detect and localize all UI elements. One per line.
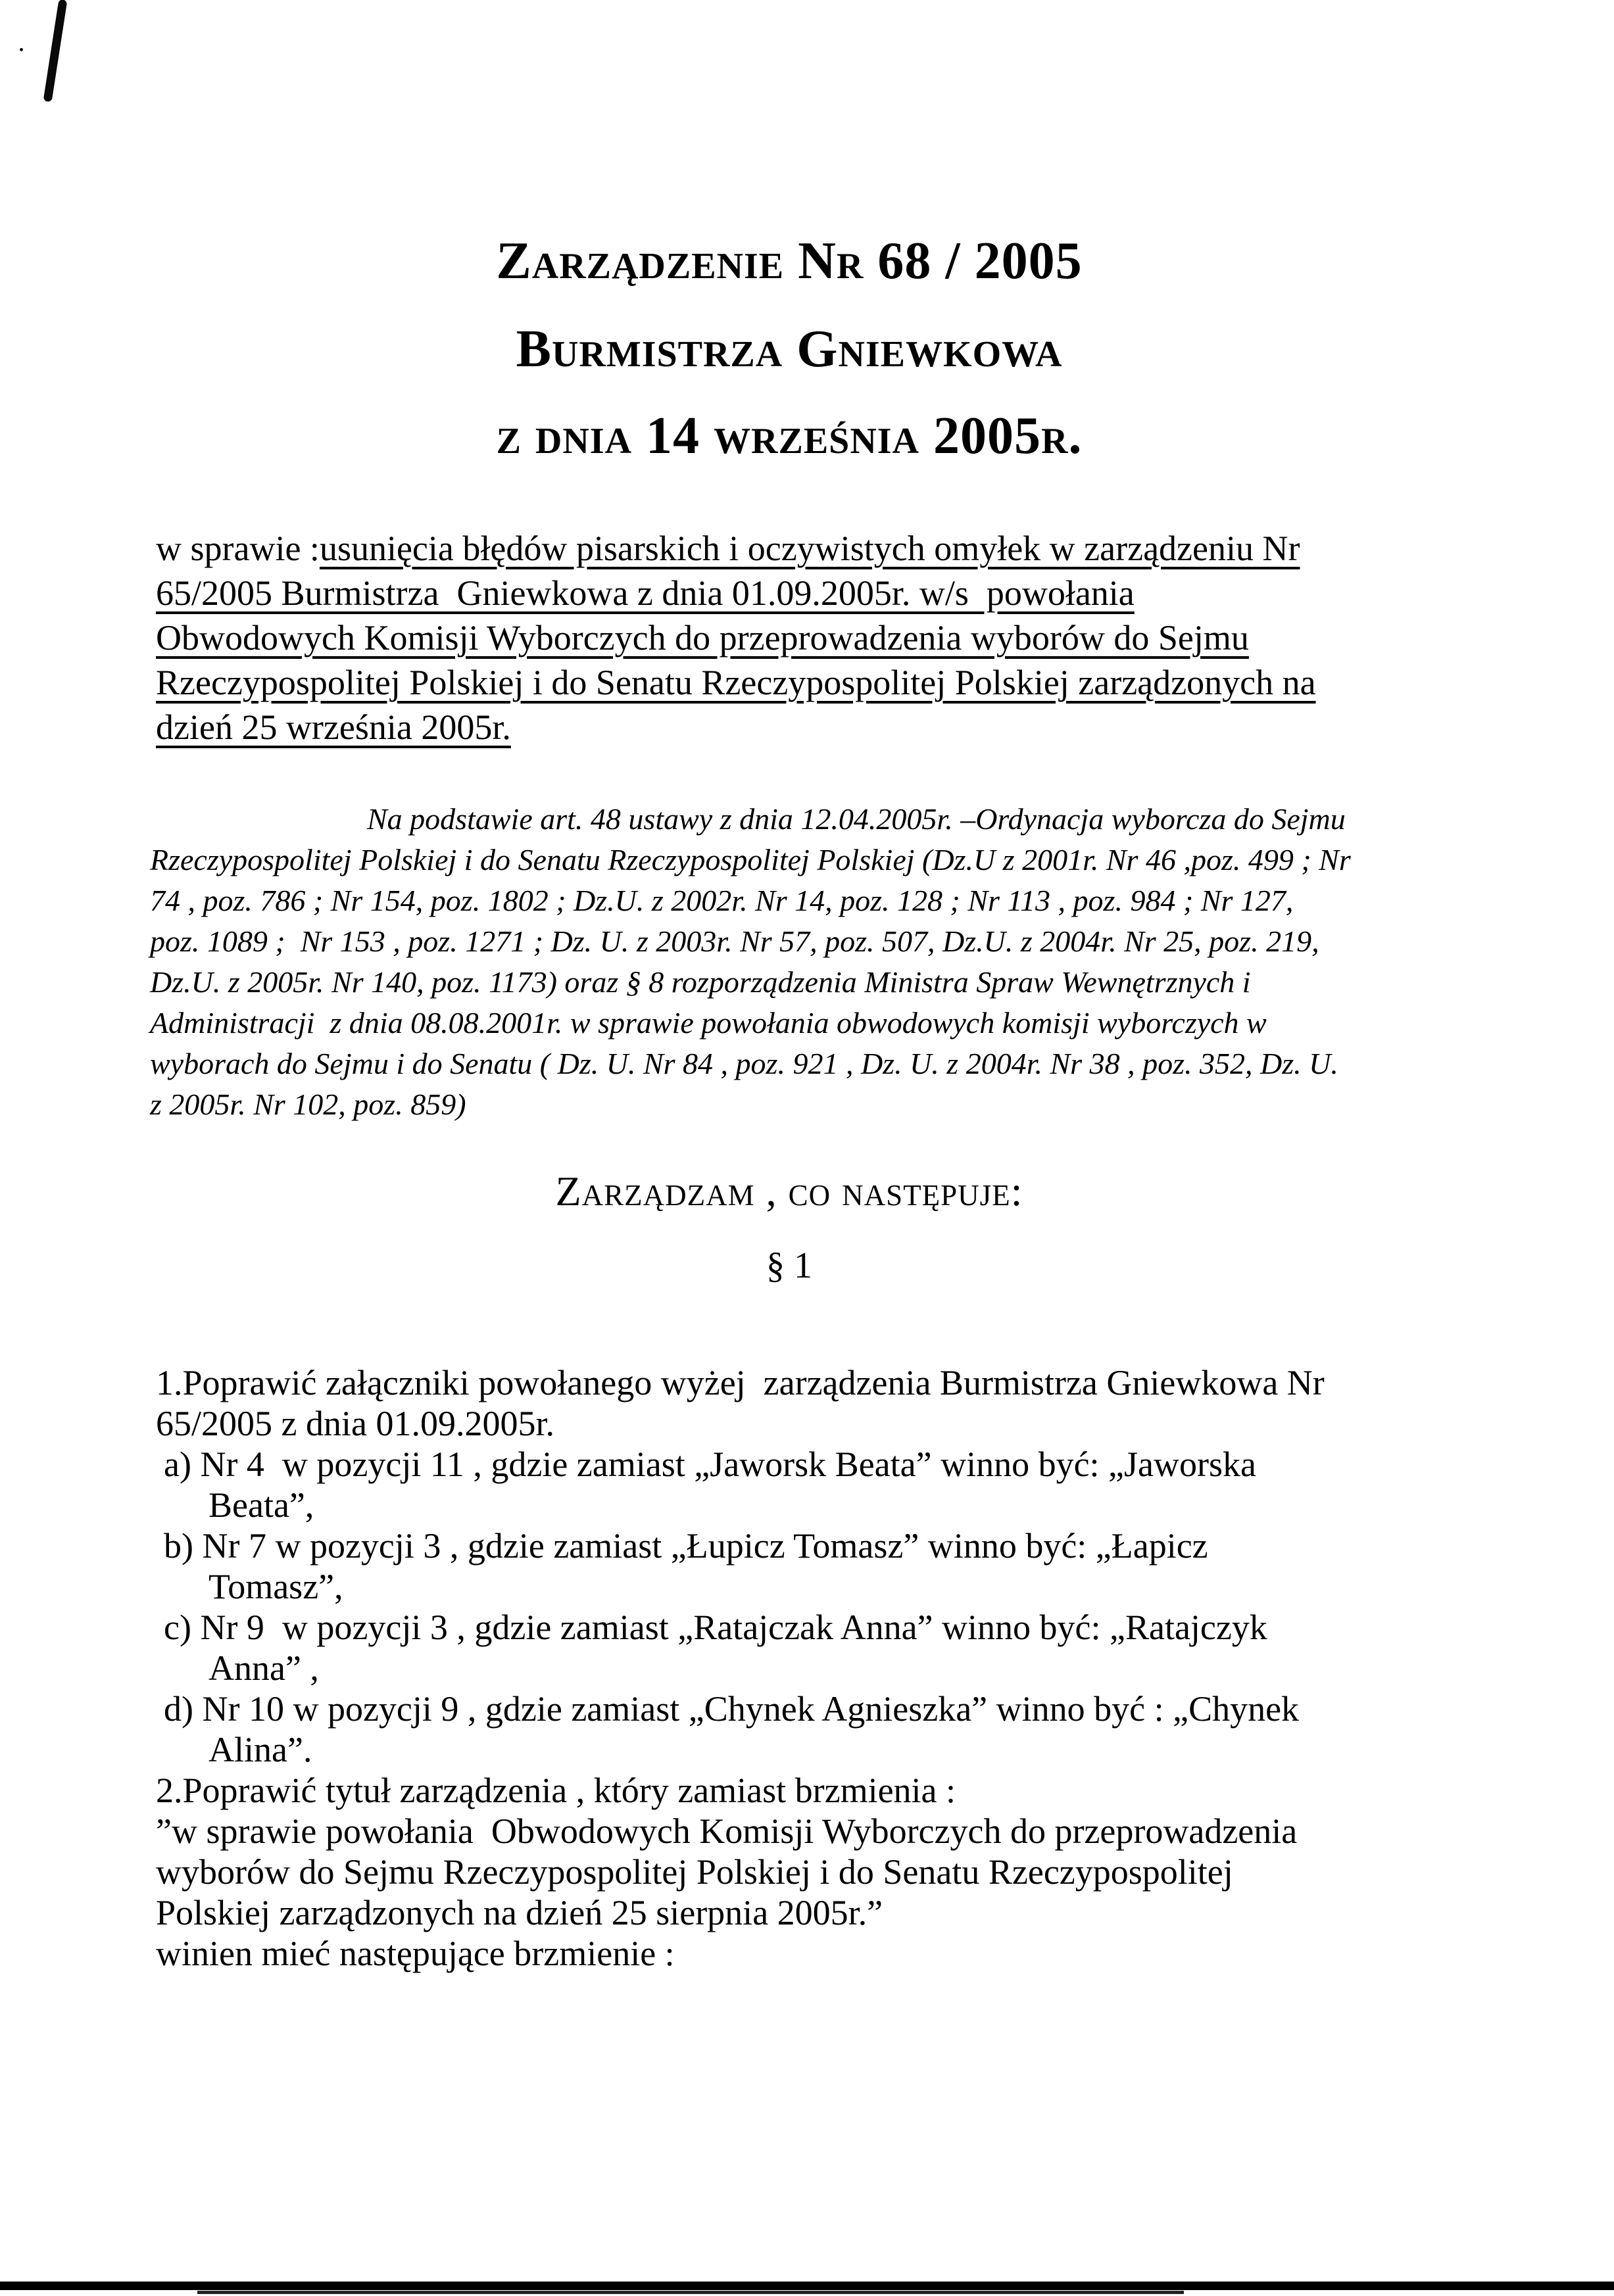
subject-line-3: Obwodowych Komisji Wyborczych do przeprowadzenia wyborów do Sejmu: [156, 618, 1249, 658]
body-line-1: 1.Poprawić załączniki powołanego wyżej zarządzenia Burmistrza Gniewkowa Nr: [156, 1363, 1325, 1402]
legal-line-4: poz. 1089 ; Nr 153 , poz. 1271 ; Dz. U. z 2003r. Nr 57, poz. 507, Dz.U. z 2004r. Nr 25, poz. 219,: [150, 924, 1319, 958]
body-line-5: b) Nr 7 w pozycji 3 , gdzie zamiast „Łupicz Tomasz” winno być: „Łapicz: [164, 1526, 1208, 1566]
body-line-2: 65/2005 z dnia 01.09.2005r.: [156, 1404, 554, 1443]
body-line-7: c) Nr 9 w pozycji 3 , gdzie zamiast „Ratajczak Anna” winno być: „Ratajczyk: [164, 1608, 1267, 1647]
body-line-4: Beata”,: [208, 1485, 314, 1525]
subject-prefix: w sprawie :: [156, 529, 320, 568]
subject-line-1: [156, 526, 1537, 571]
legal-line-7: wyborach do Sejmu i do Senatu ( Dz. U. Nr 84 , poz. 921 , Dz. U. z 2004r. Nr 38 , poz. 352, Dz. U.: [150, 1047, 1338, 1080]
title-line-3: z dnia 14 września 2005r.: [496, 407, 1083, 465]
subject-line-2: 65/2005 Burmistrza Gniewkowa z dnia 01.09.2005r. w/s powołania: [156, 573, 1135, 613]
scan-artifact-bottom-bar-shadow: [197, 2291, 1184, 2294]
body-line-15: winien mieć następujące brzmienie :: [156, 1934, 675, 1973]
order-heading: Zarządzam , co następuje:: [555, 1168, 1023, 1214]
section-1-heading: § 1: [766, 1245, 812, 1286]
title-line-1: Zarządzenie Nr 68 / 2005: [496, 232, 1083, 290]
scan-artifact-bottom-bar: [0, 2282, 1614, 2290]
legal-line-8: z 2005r. Nr 102, poz. 859): [150, 1088, 466, 1121]
subject-line-4: Rzeczypospolitej Polskiej i do Senatu Rzeczypospolitej Polskiej zarządzonych na: [156, 663, 1316, 702]
pen-stroke-mark: [26, 0, 105, 118]
legal-line-1: Na podstawie art. 48 ustawy z dnia 12.04.2005r. –Ordynacja wyborcza do Sejmu: [367, 802, 1346, 836]
body-line-10: Alina”.: [208, 1730, 312, 1769]
body-line-13: wyborów do Sejmu Rzeczypospolitej Polskiej i do Senatu Rzeczypospolitej: [156, 1852, 1233, 1892]
legal-line-5: Dz.U. z 2005r. Nr 140, poz. 1173) oraz § 8 rozporządzenia Ministra Spraw Wewnętrznych i: [150, 965, 1251, 999]
body-line-9: d) Nr 10 w pozycji 9 , gdzie zamiast „Chynek Agnieszka” winno być : „Chynek: [164, 1689, 1300, 1729]
body-line-11: 2.Poprawić tytuł zarządzenia , który zamiast brzmienia :: [156, 1771, 956, 1810]
legal-basis-paragraph: [150, 799, 1544, 1125]
body-line-8: Anna” ,: [208, 1648, 319, 1688]
title-line-2: Burmistrza Gniewkowa: [516, 320, 1063, 378]
legal-line-2: Rzeczypospolitej Polskiej i do Senatu Rzeczypospolitej Polskiej (Dz.U z 2001r. Nr 46 ,poz. 499 ; Nr: [150, 843, 1351, 876]
body-text: [156, 1362, 1550, 1974]
ink-dot: [20, 48, 23, 51]
body-line-14: Polskiej zarządzonych na dzień 25 sierpnia 2005r.”: [156, 1893, 883, 1932]
subject-line-5: dzień 25 września 2005r.: [156, 707, 511, 747]
legal-line-6: Administracji z dnia 08.08.2001r. w sprawie powołania obwodowych komisji wyborczych w: [150, 1006, 1267, 1040]
subject-line-1-underlined: usunięcia błędów pisarskich i oczywistych omyłek w zarządzeniu Nr: [319, 529, 1300, 568]
body-line-6: Tomasz”,: [208, 1567, 343, 1606]
body-line-3: a) Nr 4 w pozycji 11 , gdzie zamiast „Jaworsk Beata” winno być: „Jaworska: [164, 1445, 1256, 1484]
body-line-12: ”w sprawie powołania Obwodowych Komisji Wyborczych do przeprowadzenia: [156, 1811, 1298, 1851]
legal-line-3: 74 , poz. 786 ; Nr 154, poz. 1802 ; Dz.U. z 2002r. Nr 14, poz. 128 ; Nr 113 , poz. 984 ; Nr 127,: [150, 884, 1294, 917]
subject-paragraph: [156, 526, 1537, 750]
